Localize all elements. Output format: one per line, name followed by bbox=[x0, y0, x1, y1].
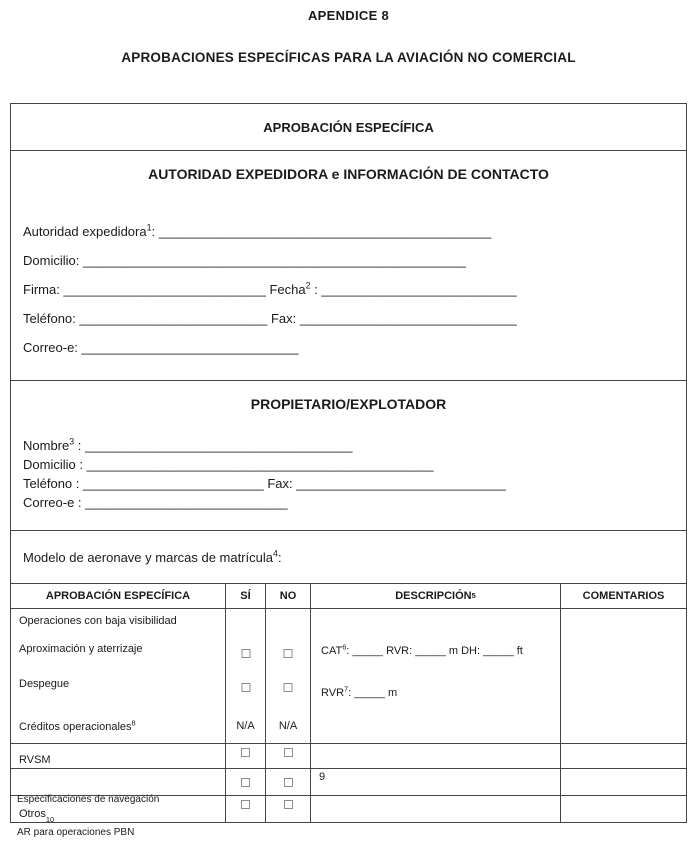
otros-si-cell bbox=[225, 796, 265, 822]
rvsm-no-cell bbox=[265, 744, 310, 768]
table-header-row bbox=[11, 584, 686, 609]
otros-row bbox=[11, 796, 686, 822]
field-firma-text: Firma: ____________________________ Fecha bbox=[23, 282, 306, 297]
authority-fields bbox=[11, 182, 686, 369]
aircraft-model-text: Modelo de aeronave y marcas de matrícula bbox=[23, 550, 274, 565]
field-fecha-blank: : ___________________________ bbox=[310, 282, 517, 297]
field-autoridad-footnote: 1 bbox=[146, 222, 152, 233]
rvsm-comments-cell bbox=[560, 744, 686, 768]
field-correo-text: Correo-e: ______________________________ bbox=[23, 340, 299, 355]
field-autoridad-expedidora bbox=[23, 224, 686, 253]
otros-comments-cell bbox=[560, 796, 686, 822]
pbn-si-cell bbox=[225, 769, 265, 795]
field-autoridad-text: Autoridad expedidora bbox=[23, 224, 147, 239]
rvsm-row bbox=[11, 744, 686, 769]
low-visibility-group-label: Operaciones con baja visibilidad bbox=[19, 615, 177, 627]
rvr-text: RVR bbox=[321, 687, 345, 699]
otros-no-cell bbox=[265, 796, 310, 822]
low-visibility-labels bbox=[11, 609, 225, 743]
owner-field-telefono-fax bbox=[23, 476, 686, 495]
pbn-label-line1: Especificaciones de navegación bbox=[17, 794, 160, 805]
aircraft-model-colon: : bbox=[277, 550, 282, 565]
field-fecha-footnote: 2 bbox=[305, 280, 311, 291]
field-domicilio-text: Domicilio: _____________________________________________________ bbox=[23, 253, 467, 268]
owner-title: PROPIETARIO/EXPLOTADOR bbox=[250, 396, 447, 412]
field-correo bbox=[23, 340, 686, 369]
owner-correo-text: Correo-e : ____________________________ bbox=[23, 495, 288, 510]
low-visibility-no-cell bbox=[265, 609, 310, 743]
low-visibility-si-cell bbox=[225, 609, 265, 743]
header-descripcion-text: DESCRIPCIÓN bbox=[395, 590, 472, 602]
owner-telefono-text: Teléfono : _________________________ Fax: _____________________________ bbox=[23, 476, 506, 491]
operational-credits-text: Créditos operacionales bbox=[19, 721, 132, 733]
owner-field-domicilio bbox=[23, 457, 686, 476]
rvsm-no-checkbox[interactable] bbox=[284, 748, 293, 757]
cat-text: CAT bbox=[321, 645, 343, 657]
takeoff-label: Despegue bbox=[19, 678, 70, 690]
takeoff-yes-checkbox[interactable] bbox=[241, 683, 250, 692]
owner-section bbox=[11, 381, 686, 531]
otros-label: Otros 10 bbox=[19, 808, 55, 824]
cat-description-line bbox=[321, 642, 523, 657]
form-header: APROBACIÓN ESPECÍFICA bbox=[11, 104, 686, 151]
owner-nombre-text: Nombre bbox=[23, 438, 70, 453]
header-aprobacion: APROBACIÓN ESPECÍFICA bbox=[45, 590, 191, 602]
pbn-yes-checkbox[interactable] bbox=[241, 778, 250, 787]
form-box bbox=[10, 103, 687, 838]
aircraft-model-row bbox=[11, 531, 686, 584]
field-telefono-fax bbox=[23, 311, 686, 340]
header-comentarios: COMENTARIOS bbox=[560, 584, 686, 608]
pbn-no-checkbox[interactable] bbox=[284, 778, 293, 787]
page-subtitle: APROBACIONES ESPECÍFICAS PARA LA AVIACIÓN NO COMERCIAL bbox=[121, 50, 576, 65]
rvr-blanks: : _____ m bbox=[348, 687, 398, 699]
authority-title: AUTORIDAD EXPEDIDORA e INFORMACIÓN DE CONTACTO bbox=[148, 166, 549, 182]
owner-field-nombre bbox=[23, 438, 686, 457]
otros-yes-checkbox[interactable] bbox=[241, 800, 250, 809]
aircraft-model-footnote: 4 bbox=[273, 548, 278, 559]
pbn-description-cell: 9 bbox=[310, 769, 560, 795]
approach-no-checkbox[interactable] bbox=[284, 649, 293, 658]
low-visibility-description-cell bbox=[310, 609, 560, 743]
authority-section bbox=[11, 151, 686, 381]
owner-field-correo bbox=[23, 495, 686, 514]
rvsm-label: RVSM bbox=[19, 754, 51, 766]
rvsm-description-cell bbox=[310, 744, 560, 768]
header-descripcion: DESCRIPCIÓN 5 bbox=[310, 584, 560, 608]
credits-no-na: N/A bbox=[278, 720, 298, 732]
pbn-label-line2: AR para operaciones PBN bbox=[17, 827, 135, 838]
takeoff-no-checkbox[interactable] bbox=[284, 683, 293, 692]
operational-credits-label bbox=[19, 718, 136, 733]
header-no: NO bbox=[265, 584, 310, 608]
rvsm-yes-checkbox[interactable] bbox=[241, 748, 250, 757]
rvsm-si-cell bbox=[225, 744, 265, 768]
field-autoridad-blank: : ______________________________________________ bbox=[151, 224, 492, 239]
credits-yes-na: N/A bbox=[236, 720, 255, 732]
owner-nombre-footnote: 3 bbox=[69, 436, 75, 447]
approach-yes-checkbox[interactable] bbox=[241, 649, 250, 658]
header-si: SÍ bbox=[225, 584, 265, 608]
pbn-no-cell bbox=[265, 769, 310, 795]
operational-credits-footnote: 8 bbox=[131, 718, 136, 728]
otros-description-cell bbox=[310, 796, 560, 822]
rvr-description-line bbox=[321, 684, 398, 699]
field-domicilio bbox=[23, 253, 686, 282]
rvr-footnote: 7 bbox=[344, 684, 349, 694]
low-visibility-comments-cell bbox=[560, 609, 686, 743]
owner-fields bbox=[11, 412, 686, 514]
approach-landing-label: Aproximación y aterrizaje bbox=[19, 643, 143, 655]
low-visibility-row bbox=[11, 609, 686, 744]
owner-nombre-blank: : _____________________________________ bbox=[74, 438, 353, 453]
otros-text: Otros bbox=[19, 808, 46, 820]
otros-no-checkbox[interactable] bbox=[284, 800, 293, 809]
owner-domicilio-text: Domicilio : ________________________________________________ bbox=[23, 457, 434, 472]
pbn-comments-cell bbox=[560, 769, 686, 795]
field-firma-fecha bbox=[23, 282, 686, 311]
field-telefono-text: Teléfono: __________________________ Fax: ______________________________ bbox=[23, 311, 517, 326]
cat-footnote: 6 bbox=[342, 642, 347, 652]
page-title: APENDICE 8 bbox=[307, 8, 390, 23]
approvals-table bbox=[11, 584, 686, 838]
cat-blanks: : _____ RVR: _____ m DH: _____ ft bbox=[346, 645, 523, 657]
